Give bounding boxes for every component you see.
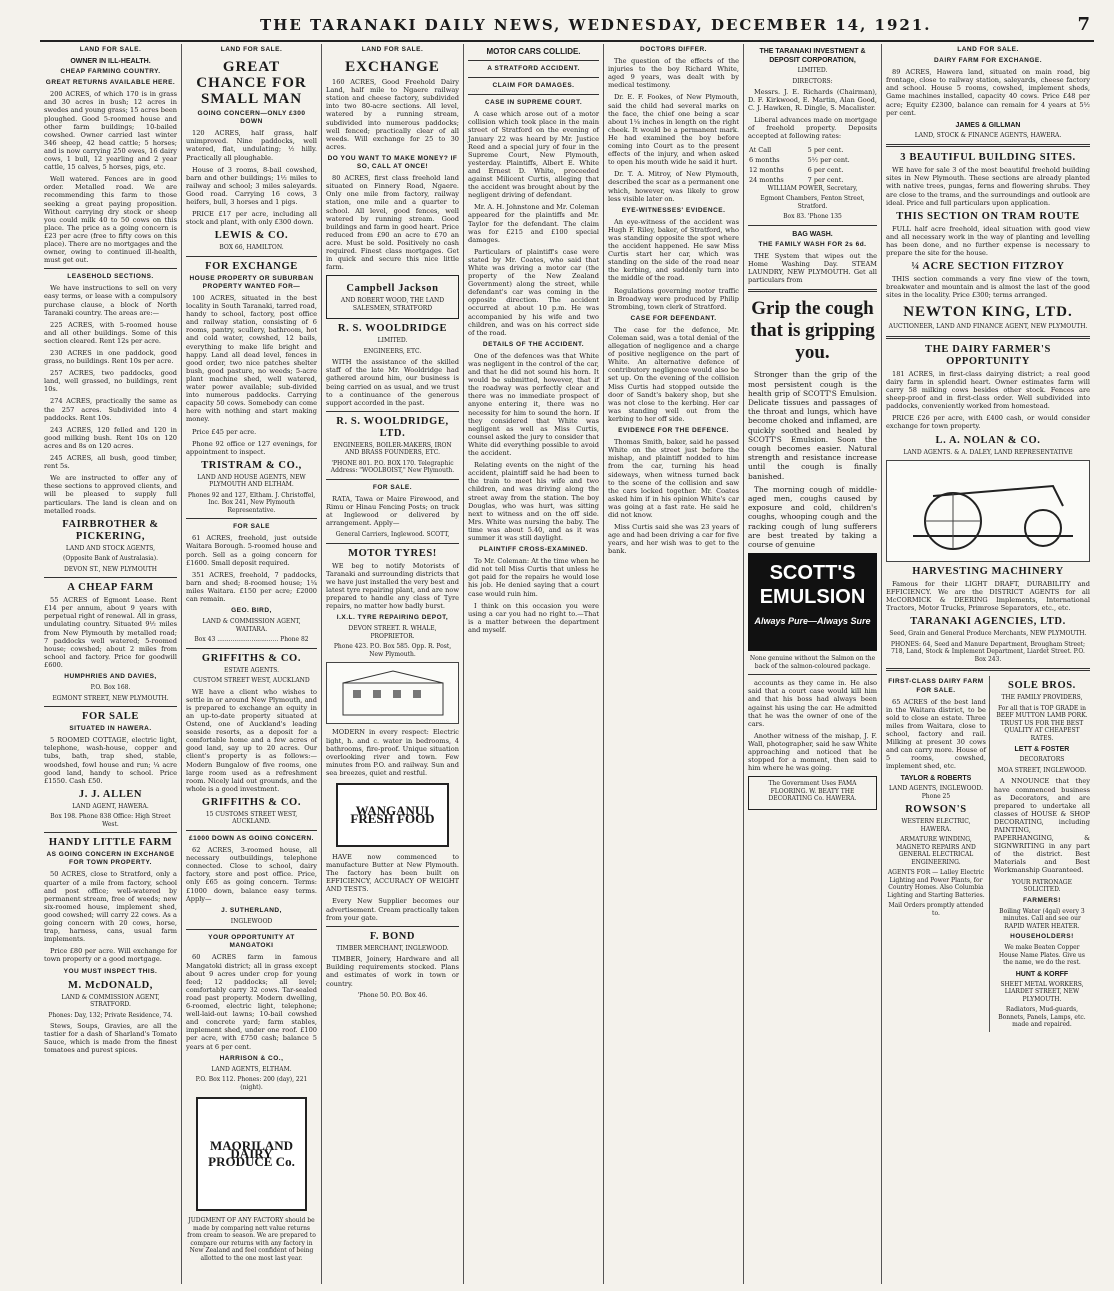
- agent-detail: PHONES: 64, Seed and Manure Department, Brougham Street; 718, Land, Stock & Implement Department, Liardet Street. P.O. Box 243.: [890, 640, 1086, 663]
- hotel-image: [326, 662, 459, 724]
- agent-name: TARANAKI AGENCIES, LTD.: [910, 616, 1066, 628]
- ad-body: JUDGMENT OF ANY FACTORY should be made by comparing nett value returns from cream to season. We are prepared to compare our returns with any factory in New Zealand and feel confident of being allotted to the one most last year.: [187, 1217, 316, 1262]
- ad-heading: MOTOR TYRES!: [348, 547, 437, 559]
- agent-detail: Seed, Grain and General Produce Merchants, NEW PLYMOUTH.: [889, 630, 1087, 638]
- column-6: [744, 44, 882, 1284]
- ad-body: PRICE £26 per acre, with £400 cash, or would consider exchange for town property.: [886, 414, 1090, 431]
- article-body: The case for the defence, Mr. Coleman said, was a total denial of the allegation of negligence and a charge of positive negligence on the part of White. An alternative defence of contributory negligence would also be set up. On the evening of the collision Miss Curtis had stopped outside the door of Sandt's bakery shop, but she was not close to the kerbing. Her car was standing well out from the kerbing to her off side.: [608, 325, 739, 423]
- harvester-icon: [893, 466, 1083, 556]
- agent-detail: LAND, STOCK & FINANCE AGENTS, HAWERA.: [914, 131, 1062, 139]
- ad-body: Well watered. Fences are in good order. Metalled road. We are recommending this farm to those seeking a great paying proposition. Without carrying dry stock or sheep you could milk 40 to 50 cows on this place. The price as a going concern is £23 per acre (free to fifty cows on this place). There are no mortgages and the owner, owing to continued ill-health, must get out.: [44, 175, 177, 265]
- scotts-emulsion-logo: [748, 553, 877, 651]
- agent-name: J. SUTHERLAND,: [221, 906, 282, 914]
- divider: [886, 144, 1090, 147]
- ad-subheading: CHEAP FARMING COUNTRY.: [60, 68, 161, 76]
- ad-body: House of 3 rooms, 8-bail cowshed, barn and other buildings; 1½ miles to railway and school; 3 miles saleyards. Good road. Carrying 16 cows, 3 heifers, bull, 3 horses and 1 pigs.: [186, 165, 317, 207]
- divider: [186, 256, 317, 257]
- agent-detail: LAND & COMMISSION AGENT, STRATFORD.: [61, 993, 160, 1009]
- section-label: LAND FOR SALE.: [361, 46, 424, 53]
- article-subhead: CASE FOR DEFENDANT.: [630, 314, 717, 322]
- ad-heading: GREAT CHANCE FOR SMALL MAN: [196, 59, 307, 108]
- ad-body: MODERN in every respect: Electric light, h. and c. water in bedrooms, 4 bathrooms, fire-proof. Unique situation overlooking river and town. Few minutes from P.O. and railway. Sun and sea breezes, quiet and restful.: [326, 728, 459, 777]
- article-subhead: EYE-WITNESSES' EVIDENCE.: [621, 206, 726, 214]
- agent-detail: 'PHONE 801. P.O. BOX 170. Telegraphic Address: "WOOLBOIST," New Plymouth.: [330, 459, 455, 475]
- ad-heading: BAG WASH.: [792, 230, 833, 238]
- ad-subheading: SITUATED IN HAWERA.: [69, 725, 152, 733]
- ad-body: 80 ACRES, first class freehold land situated on Finnery Road, Ngaere. Only one mile from factory, railway station, one mile and a quarter to school. All level, good fences, well watered by running stream. Good buildings and farm in good heart. Price reduced from £90 an acre to £70 an acre. Must be sold. Positively no cash required. Finest class mortgages. Get in quick and secure this nice little farm.: [326, 174, 459, 272]
- ad-heading: EXCHANGE: [345, 59, 440, 76]
- table-cell: 5 per cent.: [807, 145, 844, 154]
- logo-text: SCOTT'S EMULSION: [759, 562, 866, 609]
- ad-heading: ¼ ACRE SECTION FITZROY: [911, 261, 1065, 273]
- section-label: LAND FOR SALE.: [220, 46, 283, 53]
- ad-body: HAVE now commenced to manufacture Butter at New Plymouth. The factory has been built on EFFICIENCY, ACCURACY OF WEIGHT AND TESTS.: [326, 853, 459, 894]
- divider: [326, 411, 459, 412]
- article-body: The question of the effects of the injuries to the boy Richard White, aged 9 years, was dealt with by medical testimony.: [608, 57, 739, 90]
- logo-tagline: Always Pure—Always Sure: [754, 616, 871, 627]
- column-4: [464, 44, 604, 1284]
- agent-detail: SHEET METAL WORKERS, LIARDET STREET, NEW PLYMOUTH.: [1000, 980, 1084, 1003]
- agent-name: ROWSON'S: [905, 804, 967, 816]
- ad-heading: HOUSEHOLDERS!: [1010, 933, 1074, 941]
- article-body: An eye-witness of the accident was Hugh F. Riley, baker, of Stratford, who was standing opposite the spot where the accident happened. He saw Miss Curtis start her car, which was standing on the side of the road near the kerbing, and suddenly turn into the middle of the road.: [608, 217, 739, 283]
- ad-subheading: THE FAMILY WASH FOR 2s 6d.: [758, 240, 867, 248]
- ad-heading: HARVESTING MACHINERY: [912, 566, 1064, 578]
- ad-body: The Government Uses FAMA FLOORING. W. BEATY THE DECORATING Co. HAWERA.: [768, 780, 857, 803]
- divider: [748, 674, 877, 675]
- agent-detail: INGLEWOOD: [230, 917, 273, 925]
- ad-body: A NNOUNCE that they have commenced business as Decorators, and are prepared to undertake all classes of HOUSE & SHOP DECORATING, including PAINTING, PAPERHANGING, & SIGNWRITING in any part of the district. Best Materials and Best Workmanship Guaranteed.: [993, 777, 1090, 875]
- column-1: [40, 44, 182, 1284]
- maoriland-dairy-logo: [196, 1097, 307, 1211]
- ad-heading: THIS SECTION ON TRAM ROUTE: [896, 210, 1080, 222]
- ad-body: Messrs. J. E. Richards (Chairman), D. F. Kirkwood, E. Martin, Alan Good, C. J. Hawken, R. Dingle, S. Macalister.: [748, 88, 877, 113]
- agent-detail: DEVON STREET. R. WHALE, PROPRIETOR.: [348, 625, 437, 640]
- ad-body: 89 ACRES, Hawera land, situated on main road, big frontage, close to railway station, saleyards, cheese factory and school. House 5 rooms, cowshed, implement sheds, Game machines installed, capacity 40 cows. Price £48 per acre; Equity £2300, balance can remain for 4 years at 5½ per cent.: [886, 68, 1090, 117]
- table-cell: 24 months: [749, 175, 784, 184]
- agent-detail: P.O. Box 112. Phones: 200 (day), 221 (night).: [195, 1076, 308, 1091]
- ad-body: 62 ACRES, 3-roomed house, all necessary outbuildings, telephone connected. Close to school, dairy factory, store and post office. Price, only £65 as going concern. Terms: £1000 down, balance easy terms. Apply—: [186, 846, 317, 903]
- agent-name: Campbell Jackson: [346, 283, 439, 295]
- ad-body: The morning cough of middle-aged men, coughs caused by exposure and cold, children's coughs, whooping cough and the racking cough of lung sufferers are best treated by taking a course of genuine: [748, 484, 877, 550]
- ad-body: THIS section commands a very fine view of the town, breakwater and mountain and is almost the last of the good sites in the locality. Price £300; terms arranged.: [886, 275, 1090, 300]
- agent-detail: TIMBER MERCHANT, INGLEWOOD.: [336, 944, 449, 952]
- divider: [468, 94, 599, 95]
- agent-detail: AGENTS FOR — Lalley Electric Lighting and Power Plants, for Country Homes. Also Columbia Lighting and Starting Batteries.: [887, 869, 985, 899]
- masthead: [40, 14, 1094, 42]
- ad-heading: FOR SALE: [233, 523, 270, 531]
- article-body: accounts as they came in. He also said that a court case would kill him and that his boss had always been against his using the car. He admitted that he was the owner of one of the cars.: [748, 679, 877, 728]
- agent-detail: WESTERN ELECTRIC, HAWERA.: [901, 818, 971, 833]
- ad-body: Price £80 per acre. Will exchange for town property or a good mortgage.: [44, 947, 177, 964]
- article-body: I think on this occasion you were using a car you had no right to.—That is a matter between the department and myself.: [468, 601, 599, 634]
- ad-heading: HANDY LITTLE FARM: [48, 837, 173, 849]
- ad-heading: R. S. WOOLDRIDGE: [337, 323, 448, 335]
- agent-detail: AND ROBERT WOOD, THE LAND SALESMEN, STRATFORD: [340, 297, 445, 312]
- agent-name: HARRISON & CO.,: [219, 1054, 284, 1062]
- ad-body: 60 ACRES farm in famous Mangatoki district; all in grass except about 9 acres under crop for young feed; 12 paddocks; all level; comfortably carry 32 cows. Tar-sealed road past property. Modern dwelling, 6-roomed, electric light, telephone; well-laid-out lawns; 10-bail cowshed and concrete yard; farm stables, implement shed, under one roof. £100 per acre, with £750 cash; balance 5 years at 6 per cent.: [186, 953, 317, 1051]
- ad-headline: Grip the cough that is gripping you.: [750, 298, 875, 364]
- article-body: Regulations governing motor traffic in Broadway were produced by Philip Strombing, town clerk of Stratford.: [608, 286, 739, 311]
- article-subhead: CLAIM FOR DAMAGES.: [492, 82, 575, 90]
- ad-body: Phone 92 office or 127 evenings, for appointment to inspect.: [186, 439, 317, 456]
- agent-name: LEWIS & CO.: [214, 230, 289, 242]
- agent-detail: THE FAMILY PROVIDERS,: [1001, 694, 1083, 702]
- agent-name: LETT & FOSTER: [1014, 746, 1070, 754]
- agent-name: J. J. ALLEN: [78, 788, 143, 800]
- agent-detail: General Carriers, Inglewood. SCOTT,: [335, 531, 450, 539]
- company-name: THE TARANAKI INVESTMENT & DEPOSIT CORPORATION,: [759, 48, 866, 64]
- ad-heading: £1000 DOWN AS GOING CONCERN.: [188, 834, 314, 842]
- agent-name: GEO. BIRD,: [231, 607, 272, 615]
- agent-detail: 'Phone 50. P.O. Box 46.: [357, 991, 428, 999]
- divider: [748, 289, 877, 292]
- agent-name: NEWTON KING, LTD.: [903, 304, 1073, 321]
- divider: [468, 77, 599, 78]
- agent-detail: DECORATORS: [1019, 756, 1065, 764]
- divider: [886, 336, 1090, 339]
- agent-detail: LAND AGENTS. & A. DALEY, LAND REPRESENTATIVE: [903, 448, 1073, 456]
- agent-detail: LAND & COMMISSION AGENT, WAITARA.: [202, 618, 301, 633]
- article-body: A case which arose out of a motor collision which took place in the main street of Stratford on the evening of January 22 was heard by Mr. Justice Reed and a special jury of four in the Supreme Court, New Plymouth, yesterday. Plaintiffs, Albert E. White and Ernest D. White, proceeded against Milicent Curtis, alleging that the accident was brought about by the negligent driving of defendant.: [468, 110, 599, 200]
- article-body: Relating events on the night of the accident, plaintiff said he had been to the train to meet his wife and two children, and was driving along the street away from the station. The boy Douglas, who was hurt, was sitting next to witness and on the off side. Mrs. White was nursing the baby. The time was about 5.40, and as it was summer it was still daylight.: [468, 461, 599, 542]
- divider: [886, 668, 1090, 671]
- agent-detail: Phones: Day, 132; Private Residence, 74.: [48, 1011, 173, 1019]
- agent-name: JAMES & GILLMAN: [955, 121, 1021, 129]
- table-cell: 6 per cent.: [807, 165, 844, 174]
- ad-body: WE have a client who wishes to settle in or around New Plymouth, and is prepared to exchange an equity in an up-to-date property situated at Ostend, one of Auckland's leading seaside resorts, as a deposit for a comfortable home and a few acres of good land, say up to 20 acres. Our client's property is as follows:—Modern Bungalow of five rooms, one large room used as a refreshment room. Nicely laid out grounds, and the whole is a good investment.: [186, 687, 317, 793]
- ad-heading: FIRST-CLASS DAIRY FARM FOR SALE.: [888, 678, 984, 694]
- article-subhead: EVIDENCE FOR THE DEFENCE.: [618, 427, 729, 435]
- ad-subheading: AS GOING CONCERN IN EXCHANGE FOR TOWN PROPERTY.: [46, 851, 175, 867]
- agent-detail: EGMONT STREET, NEW PLYMOUTH.: [52, 694, 169, 702]
- ad-heading: R. S. WOOLDRIDGE, LTD.: [336, 415, 449, 439]
- agent-detail: Box 198. Phone 838 Office: High Street West.: [50, 813, 171, 828]
- agent-detail: LIMITED.: [377, 337, 408, 345]
- table-cell: 5½ per cent.: [807, 155, 850, 164]
- ad-subheading: HOUSE PROPERTY OR SUBURBAN PROPERTY WANTED FOR—: [189, 274, 314, 290]
- ad-body: 351 ACRES, freehold, 7 paddocks, barn and shed; 8-roomed house; 1¼ miles Waitara. £150 per acre; £2000 can remain.: [186, 570, 317, 604]
- ad-body: 65 ACRES of the best land in the Waitara district, to be sold to close an estate. Three miles from Waitara, close to school, factory and rail. Milking at present 30 cows and can carry more. House of 5 rooms, cowshed, implement shed, etc.: [886, 697, 986, 771]
- divider: [44, 577, 177, 578]
- agent-detail: ENGINEERS, BOILER-MAKERS, IRON AND BRASS FOUNDERS, ETC.: [333, 441, 452, 457]
- divider: [186, 518, 317, 519]
- agent-name: TRISTRAM & CO.,: [201, 459, 302, 471]
- ad-body: 100 ACRES, situated in the best locality in South Taranaki, tarred road, handy to school, factory, post office and railway station, consisting of 6 rooms, pantry, scullery, bathroom, hot and cold water, cowshed, 12 bails, everything to make life bright and happy. Land all dead level, fences in good order, two nice patches shelter bush, good pasture, no weeds; 5-acre plant machine shed, well watered, water power available; sub-divided into numerous paddocks. Carrying capacity 50 cows. Somebody can come here with nothing and start making money.: [186, 294, 317, 424]
- article-body: Miss Curtis said she was 23 years of age and had been driving a car for five years, and her wish was to get to the bank.: [608, 523, 739, 556]
- logo-text: MAORILAND DAIRY PRODUCE Co.: [208, 1138, 295, 1170]
- agent-detail: MOA STREET, INGLEWOOD.: [997, 766, 1087, 774]
- ad-body: FULL half acre freehold, ideal situation with good view and all necessary work in the way of planting and levelling has been done, and no further expense is necessary to prepare the site for the house.: [886, 224, 1090, 257]
- ad-body: 257 ACRES, two paddocks, good land, well grassed, no buildings, rent 10s.: [44, 369, 177, 394]
- ad-body: 274 ACRES, practically the same as the 257 acres. Subdivided into 4 paddocks. Rent 10s.: [44, 397, 177, 422]
- ad-heading: LEASEHOLD SECTIONS.: [67, 273, 154, 281]
- ad-heading: FOR EXCHANGE: [205, 260, 298, 272]
- divider: [44, 706, 177, 707]
- ad-heading: FOR SALE: [81, 711, 140, 723]
- table-row: [748, 175, 877, 185]
- logo-text: WANGANUI FRESH FOOD: [350, 802, 435, 826]
- article-subhead: DETAILS OF THE ACCIDENT.: [482, 340, 585, 348]
- divider: [326, 543, 459, 544]
- table-cell: 12 months: [749, 165, 784, 174]
- column-5: [604, 44, 744, 1284]
- agent-detail: LAND AND STOCK AGENTS,: [65, 544, 156, 552]
- ad-body: WE have for sale 3 of the most beautiful freehold building sites in New Plymouth. These sections are already planted with native trees, pungas, ferns and flowering shrubs. They are close to the trams, and the surroundings and outlook are ideal. Price and full particulars upon application.: [886, 166, 1090, 207]
- table-row: [748, 165, 877, 175]
- agent-detail: Phone 423. P.O. Box 585. Opp. R. Post, New Plymouth.: [333, 643, 452, 658]
- article-body: Particulars of plaintiff's case were stated by Mr. Coates, who said that White was driving a motor car (the property of the New Zealand Government) along the street, while defendant's car was coming in the opposite direction. The accident occurred at about 10 p.m. He was accompanied by his wife and two children, and was on his correct side of the road.: [468, 247, 599, 337]
- ad-body: RATA, Tawa or Maire Firewood, and Rimu or Hinau Fencing Posts; on truck at Inglewood or delivered by arrangement. Apply—: [326, 494, 459, 528]
- ad-body: WITH the assistance of the skilled staff of the late Mr. Wooldridge had gathered around him, our business is being carried on as usual, and we trust to a continuance of the generous support accorded in the past.: [326, 358, 459, 407]
- table-cell: 6 months: [749, 155, 780, 164]
- article-body: To Mr. Coleman: At the time when he did not tell Miss Curtis that unless he got paid for the repairs he would lose his job. He denied saying that a court case would ruin him.: [468, 557, 599, 598]
- agent-name: I.X.L. TYRE REPAIRING DEPOT,: [336, 614, 449, 622]
- agent-detail: AUCTIONEER, LAND AND FINANCE AGENT, NEW PLYMOUTH.: [888, 323, 1088, 331]
- article-body: Mr. A. H. Johnstone and Mr. Coleman appeared for the plaintiffs and Mr. Taylor for the defendant. The claim was for £215 and £100 special damages.: [468, 203, 599, 244]
- ad-heading: FARMERS!: [1022, 896, 1061, 904]
- ad-body: Stews, Soups, Gravies, are all the tastier for a dash of Sharland's Tomato Sauce, which is made from the finest tomatoes and purest spices.: [44, 1022, 177, 1055]
- agent-detail: 15 CUSTOMS STREET WEST, AUCKLAND.: [205, 810, 298, 826]
- ad-body: 245 ACRES, all bush, good timber, rent 5s.: [44, 454, 177, 471]
- divider: [186, 648, 317, 649]
- ad-body: We have instructions to sell on very easy terms, or lease with a compulsory purchase clause, a block of North Taranaki country. The areas are:—: [44, 284, 177, 317]
- ad-heading: THE DAIRY FARMER'S OPPORTUNITY: [925, 343, 1051, 367]
- agent-detail: Phones 92 and 127, Eltham. J. Christoffel, Inc. Box 241, New Plymouth Representative.: [187, 491, 316, 514]
- ad-heading: A CHEAP FARM: [67, 582, 154, 594]
- table-cell: At Call: [749, 145, 772, 154]
- agent-detail: DEVON ST., NEW PLYMOUTH: [63, 565, 158, 573]
- ad-body: 181 ACRES, in first-class dairying district; a real good dairy farm in splendid heart. Owner estimates farm will carry 58 milking cows besides other stock. Fences are sheep-proof and in first-class order. Well subdivided into paddocks, conveniently worked from homestead.: [886, 369, 1090, 411]
- ad-body: Famous for their LIGHT DRAFT, DURABILITY and EFFICIENCY. We are the DISTRICT AGENTS for all McCORMICK & DEERING Implements, International Tractors, Motor Trucks, Primrose Separators, etc., etc.: [886, 580, 1090, 613]
- agent-name: GRIFFITHS & CO.: [201, 652, 302, 664]
- ad-body: 225 ACRES, with 5-roomed house and all other buildings. Some of this section cleared. Rent 12s per acre.: [44, 320, 177, 345]
- article-subhead: A STRATFORD ACCIDENT.: [487, 65, 580, 72]
- agent-detail: (Opposite Bank of Australasia).: [62, 555, 158, 563]
- section-label: LAND FOR SALE.: [79, 46, 142, 53]
- bottom-ads: [886, 676, 1090, 1031]
- ad-body: Boiling Water (4gal) every 3 minutes. Call and see our RAPID WATER HEATER.: [999, 907, 1085, 930]
- ad-heading: OWNER IN ILL-HEALTH.: [70, 58, 151, 66]
- wanganui-logo: [336, 783, 449, 847]
- article-headline: MOTOR CARS COLLIDE.: [486, 47, 581, 56]
- article-body: One of the defences was that White was negligent in the control of the car, and that he did not sound his horn. It would be submitted, however, that if the roadway was perfectly clear and there was no immediate prospect of anyone entering it, there was no necessity for him to sound the horn. If they considered that White was negligent as well as Miss Curtis, counsel asked the jury to consider that White did everything possible to avoid the accident.: [468, 351, 599, 458]
- agent-detail: Mail Orders promptly attended to.: [888, 902, 984, 917]
- bottom-left-ads: [886, 676, 990, 1031]
- ad-heading: F. BOND: [369, 930, 416, 942]
- agent-detail: Egmont Chambers, Fenton Street, Stratford.: [760, 195, 865, 210]
- ad-box: [326, 275, 459, 319]
- ad-heading: 3 BEAUTIFUL BUILDING SITES.: [900, 152, 1076, 164]
- ad-heading: YOUR OPPORTUNITY AT MANGATOKI: [208, 934, 295, 950]
- ad-body: THE System that wipes out the Home Washing Day. STEAM LAUNDRY, NEW PLYMOUTH. Get all particulars from: [748, 252, 877, 285]
- ad-body: Price £45 per acre.: [192, 427, 257, 436]
- agent-detail: Box 43 ................................ Phone 82: [194, 636, 309, 644]
- article-subhead: DOCTORS DIFFER.: [640, 46, 707, 53]
- column-2: [182, 44, 322, 1284]
- bottom-right-ads: [994, 676, 1090, 1031]
- ad-body: PRICE £17 per acre, including all stock and plant, with only £300 down.: [186, 210, 317, 227]
- ad-subheading: GOING CONCERN—ONLY £300 DOWN: [197, 110, 306, 126]
- divider: [326, 479, 459, 480]
- ad-heading: DAIRY FARM FOR EXCHANGE.: [933, 57, 1043, 65]
- ad-body: Liberal advances made on mortgage of freehold property. Deposits accepted at following rates:: [748, 116, 877, 141]
- masthead-title: THE TARANAKI DAILY NEWS, WEDNESDAY, DECEMBER 14, 1921.: [260, 16, 932, 34]
- ad-body: 120 ACRES, half grass, half unimproved. Nine paddocks, well watered, flat, undulating; ½ hilly. Practically all ploughable.: [186, 129, 317, 162]
- ad-body: For all that is TOP GRADE in BEEF MUTTON LAMB PORK. TRUST US FOR THE BEST QUALITY AT CHEAPEST RATES.: [996, 704, 1088, 742]
- divider: [44, 268, 177, 269]
- agent-detail: LAND AND HOUSE AGENTS, NEW PLYMOUTH AND ELTHAM.: [197, 473, 306, 489]
- agent-detail: Box 83. 'Phone 135: [783, 213, 842, 221]
- ad-body: 230 ACRES in one paddock, good grass, no buildings. Rent 10s per acre.: [44, 349, 177, 366]
- table-row: [748, 155, 877, 165]
- harvester-image: [886, 460, 1090, 562]
- ad-body: Stronger than the grip of the most persistent cough is the health grip of SCOTT'S Emulsion. Delicate tissues and passages of the throat and lungs, which have become choked and inflamed, are quickly soothed and healed by SCOTT'S Emulsion. Soon the cough becomes easier. Natural strength and resistance increase until the cough is finally banished.: [748, 370, 877, 481]
- company-detail: LIMITED.: [797, 67, 828, 74]
- agent-name: HUNT & KORFF: [1015, 970, 1069, 978]
- divider: [748, 225, 877, 226]
- article-body: Another witness of the mishap, J. F. Wall, photographer, said he saw White approaching and noticed that he stopped for a moment, then said to him where he was going.: [748, 731, 877, 773]
- ad-body: WE beg to notify Motorists of Taranaki and surrounding districts that we have just installed the very best and latest tyre repairing plant, and are now prepared to handle any class of Tyre repairs, no matter how badly burst.: [326, 561, 459, 611]
- agent-detail: YOUR PATRONAGE SOLICITED.: [1011, 878, 1072, 894]
- ad-subheading: YOU MUST INSPECT THIS.: [63, 967, 158, 975]
- article-body: Dr. T. A. Mitroy, of New Plymouth, described the scar as a permanent one which, however, was likely to grow less visible later on.: [608, 170, 739, 203]
- ad-body: 160 ACRES, Good Freehold Dairy Land, half mile to Ngaere railway station and cheese factory, subdivided into two 80-acre sections. All level, watered by a running stream, subdivided into numerous paddocks; well fenced; practically clear of all weeds. Will exchange for 25 to 30 acres.: [326, 78, 459, 151]
- ad-body: 55 ACRES of Egmont Lease. Rent £14 per annum, about 9 years with perpetual right of renewal. All in grass, undulating country. Situated 9½ miles from New Plymouth by metalled road; 7 paddocks well watered; 5-roomed house; cowshed; about 2 miles from school and factory. Price for goodwill £600.: [44, 596, 177, 669]
- ad-heading: FOR SALE.: [372, 483, 413, 491]
- agent-name: FAIRBROTHER & PICKERING,: [62, 518, 159, 542]
- ad-body: 5 ROOMED COTTAGE, electric light, telephone, wash-house, copper and tubs, bath, trap shed, stable, woodshed, fowl house and run; ¼ acre good land, handy to school. Price £1550. Cash £50.: [44, 736, 177, 785]
- agent-detail: Radiators, Mud-guards, Bonnets, Panels, Lamps, etc. made and repaired.: [998, 1006, 1086, 1029]
- ad-body: 61 ACRES, freehold, just outside Waitara Borough. 5-roomed house and porch. Sell as a going concern for £1600. Small deposit required.: [186, 534, 317, 567]
- agent-detail: ENGINEERS, ETC.: [363, 347, 422, 355]
- divider: [326, 926, 459, 927]
- company-detail: DIRECTORS:: [792, 77, 833, 85]
- table-cell: 7 per cent.: [807, 175, 844, 184]
- table-row: [748, 145, 877, 155]
- article-subhead: PLAINTIFF CROSS-EXAMINED.: [479, 546, 588, 554]
- divider: [468, 60, 599, 61]
- divider: [44, 832, 177, 833]
- section-label: LAND FOR SALE.: [957, 46, 1019, 53]
- ad-body: 50 ACRES, close to Stratford, only a quarter of a mile from factory, school and post office; well-watered by permanent stream, free of weeds; new six-roomed house, implement shed, good cowshed; will carry 22 cows. As a going concern with 20 cows, horse, trap, harness, cans, usual farm implements.: [44, 870, 177, 944]
- agent-detail: ARMATURE WINDING, MAGNETO REPAIRS AND GENERAL ELECTRICAL ENGINEERING.: [896, 836, 976, 866]
- ad-subheading: DO YOU WANT TO MAKE MONEY? IF SO, CALL AT ONCE!: [327, 154, 458, 171]
- article-subhead: CASE IN SUPREME COURT.: [484, 99, 583, 107]
- page-number: 7: [1077, 14, 1090, 35]
- article-body: Thomas Smith, baker, said he passed White on the street just before the mishap, and plaintiff nodded to him from the car, turning his head sideways, when witness turned back to the scene of the collision and saw the cars locked together. Mr. Coates asked him if in his opinion White's car was going at a fast rate. He said he did not know.: [608, 438, 739, 519]
- agent-detail: LAND AGENT, HAWERA.: [72, 802, 149, 810]
- agent-detail: BOX 66, HAMILTON.: [219, 244, 284, 252]
- ad-body: 243 ACRES, 120 felled and 120 in good milking bush. Rent 10s on 120 acres and 8s on 120 acres.: [44, 425, 177, 450]
- agent-detail: LAND AGENTS, INGLEWOOD. Phone 25: [888, 785, 983, 800]
- ad-box: [748, 776, 877, 810]
- rates-table: [748, 145, 877, 185]
- agent-name: L. A. NOLAN & CO.: [935, 434, 1041, 446]
- ad-body: We make Beaten Copper House Name Plates. Give us the name, we do the rest.: [998, 944, 1086, 967]
- agent-name: M. McDONALD,: [67, 979, 154, 991]
- ad-body: TIMBER, Joinery, Hardware and all Building requirements stocked. Plans and estimates of work in town or country.: [326, 955, 459, 988]
- ad-body: None genuine without the Salmon on the back of the salmon-coloured package.: [749, 655, 876, 670]
- divider: [186, 830, 317, 831]
- building-icon: [333, 668, 453, 718]
- agent-detail: P.O. Box 168.: [90, 684, 131, 692]
- column-7: [882, 44, 1094, 1284]
- agent-name: HUMPHRIES AND DAVIES,: [64, 673, 157, 681]
- ad-body: We are instructed to offer any of these sections to approved clients, and will be pleased to supply full particulars. The land is clean and on metalled roads.: [44, 474, 177, 515]
- agent-name: GRIFFITHS & CO.: [201, 796, 302, 808]
- agent-detail: ESTATE AGENTS.: [223, 666, 280, 674]
- agent-detail: WILLIAM POWER, Secretary,: [767, 184, 858, 192]
- ad-body: Every New Supplier becomes our advertisement. Cream practically taken from your gate.: [326, 897, 459, 922]
- agent-name: TAYLOR & ROBERTS: [900, 775, 972, 783]
- agent-detail: LAND AGENTS, ELTHAM.: [211, 1065, 292, 1073]
- agent-name: SOLE BROS.: [1008, 680, 1076, 692]
- column-3: [322, 44, 464, 1284]
- agent-detail: CUSTOM STREET WEST, AUCKLAND: [193, 677, 310, 685]
- article-body: Dr. E. F. Fookes, of New Plymouth, said the child had several marks on the face, the chief one being a scar about 1¼ inches in length on the right cheek. It would be a permanent mark. He had examined the boy before coming into Court as to the present effects of the injury, and when asked to open his mouth wide he said it hurt.: [608, 93, 739, 167]
- ad-subheading: GREAT RETURNS AVAILABLE HERE.: [45, 79, 176, 87]
- ad-body: 200 ACRES, of which 170 is in grass and 30 acres in bush; 12 acres in swedes and young grass; 15 acres been ploughed. Good 5-roomed house and other farm buildings; 10-bailed cowshed. Owner carried last winter 346 sheep, 42 head cattle; 5 horses; and is now carrying 250 ewes, 16 dairy cows, 1 bull, 12 yearling and 2 year cattle, 15 calves, 5 horses, pigs, etc.: [44, 90, 177, 172]
- divider: [186, 929, 317, 930]
